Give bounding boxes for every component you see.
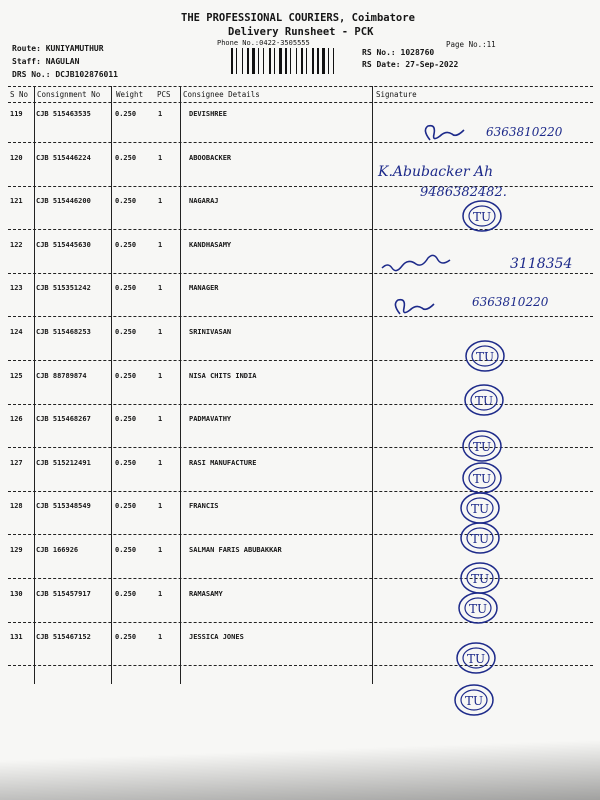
- row-pcs: 1: [158, 372, 163, 380]
- row-consignee: FRANCIS: [189, 502, 219, 510]
- handwritten-name: K.Abubacker Ah: [378, 164, 494, 180]
- rs-date: RS Date: 27-Sep-2022: [362, 60, 459, 69]
- column-header-pcs: PCS: [157, 90, 171, 99]
- barcode-image: [230, 48, 354, 74]
- row-consignment-no: CJB 166926: [36, 546, 79, 554]
- column-header-consignment: Consignment No: [37, 90, 101, 99]
- row-consignee: ABOOBACKER: [189, 154, 232, 162]
- row-consignment-no: CJB 515446200: [36, 197, 91, 205]
- row-consignee: SALMAN FARIS ABUBAKKAR: [189, 546, 282, 554]
- svg-text:TU: TU: [476, 350, 495, 364]
- row-consignment-no: CJB 515445630: [36, 241, 91, 249]
- row-sno: 122: [10, 241, 23, 249]
- row-pcs: 1: [158, 459, 163, 467]
- row-pcs: 1: [158, 546, 163, 554]
- column-header-weight: Weight: [116, 90, 144, 99]
- row-consignment-no: CJB 515348549: [36, 502, 91, 510]
- row-consignment-no: CJB 515446224: [36, 154, 91, 162]
- row-weight: 0.250: [115, 241, 137, 249]
- svg-text:TU: TU: [471, 502, 490, 516]
- row-weight: 0.250: [115, 197, 137, 205]
- row-pcs: 1: [158, 415, 163, 423]
- row-consignment-no: CJB 515468267: [36, 415, 91, 423]
- row-sno: 120: [10, 154, 23, 162]
- column-header-signature: Signature: [376, 90, 417, 99]
- row-consignment-no: CJB 515457917: [36, 590, 91, 598]
- row-weight: 0.250: [115, 328, 137, 336]
- row-consignee: NISA CHITS INDIA: [189, 372, 257, 380]
- row-sno: 129: [10, 546, 23, 554]
- row-consignee: KANDHASAMY: [189, 241, 232, 249]
- row-consignment-no: CJB 515351242: [36, 284, 91, 292]
- column-divider: [180, 86, 181, 684]
- row-consignment-no: CJB 515467152: [36, 633, 91, 641]
- row-sno: 131: [10, 633, 23, 641]
- row-pcs: 1: [158, 328, 163, 336]
- row-consignee: RAMASAMY: [189, 590, 223, 598]
- row-pcs: 1: [158, 502, 163, 510]
- row-sno: 124: [10, 328, 23, 336]
- rs-number: RS No.: 1028760: [362, 48, 435, 57]
- row-weight: 0.250: [115, 284, 137, 292]
- column-header-consignee: Consignee Details: [183, 90, 260, 99]
- row-sno: 127: [10, 459, 23, 467]
- row-sno: 128: [10, 502, 23, 510]
- column-header-sno: S No: [10, 90, 29, 99]
- handwritten-phone: 6363810220: [472, 295, 549, 309]
- column-divider: [34, 86, 35, 684]
- route: Route: KUNIYAMUTHUR: [12, 44, 104, 53]
- signature-area: [360, 100, 600, 740]
- tu-stamp-icon: [463, 431, 501, 461]
- svg-text:TU: TU: [471, 572, 490, 586]
- row-consignee: JESSICA JONES: [189, 633, 244, 641]
- row-pcs: 1: [158, 110, 163, 118]
- tu-stamp-icon: [457, 643, 495, 673]
- table-top-rule: [8, 86, 593, 87]
- row-weight: 0.250: [115, 633, 137, 641]
- row-pcs: 1: [158, 197, 163, 205]
- row-sno: 125: [10, 372, 23, 380]
- row-sno: 130: [10, 590, 23, 598]
- row-weight: 0.250: [115, 110, 137, 118]
- handwritten-phone: 3118354: [510, 256, 573, 272]
- row-weight: 0.250: [115, 546, 137, 554]
- row-pcs: 1: [158, 154, 163, 162]
- row-pcs: 1: [158, 284, 163, 292]
- handwritten-signature: [395, 300, 434, 314]
- row-consignee: RASI MANUFACTURE: [189, 459, 257, 467]
- row-consignment-no: CJB 515212491: [36, 459, 91, 467]
- row-consignee: NAGARAJ: [189, 197, 219, 205]
- tu-stamp-icon: [461, 523, 499, 553]
- tu-stamp-icon: [463, 201, 501, 231]
- tu-stamp-icon: [463, 463, 501, 493]
- page-number: Page No.:11: [446, 40, 496, 49]
- tu-stamp-icon: [455, 685, 493, 715]
- row-consignee: MANAGER: [189, 284, 219, 292]
- row-weight: 0.250: [115, 590, 137, 598]
- handwritten-phone: 6363810220: [486, 125, 563, 139]
- row-weight: 0.250: [115, 459, 137, 467]
- tu-stamp-icon: [466, 341, 504, 371]
- row-sno: 119: [10, 110, 23, 118]
- staff: Staff: NAGULAN: [12, 57, 80, 66]
- company-name: THE PROFESSIONAL COURIERS, Coimbatore: [181, 12, 415, 24]
- column-divider: [111, 86, 112, 684]
- svg-text:TU: TU: [473, 472, 492, 486]
- document-title: Delivery Runsheet - PCK: [228, 26, 374, 38]
- tu-stamp-icon: [459, 593, 497, 623]
- page-shadow: [0, 720, 600, 800]
- tu-stamp-icon: [465, 385, 503, 415]
- row-weight: 0.250: [115, 502, 137, 510]
- row-pcs: 1: [158, 633, 163, 641]
- row-consignee: PADMAVATHY: [189, 415, 232, 423]
- row-sno: 126: [10, 415, 23, 423]
- svg-text:TU: TU: [465, 694, 484, 708]
- svg-text:TU: TU: [473, 440, 492, 454]
- row-pcs: 1: [158, 241, 163, 249]
- svg-text:TU: TU: [475, 394, 494, 408]
- handwritten-phone: 9486382482.: [420, 185, 507, 200]
- svg-text:TU: TU: [467, 652, 486, 666]
- row-weight: 0.250: [115, 154, 137, 162]
- handwritten-signature: [425, 126, 464, 140]
- row-weight: 0.250: [115, 415, 137, 423]
- phone-number: Phone No.:0422-3505555: [217, 39, 310, 47]
- row-sno: 123: [10, 284, 23, 292]
- row-pcs: 1: [158, 590, 163, 598]
- tu-stamp-icon: [461, 493, 499, 523]
- handwritten-signature: [382, 255, 450, 270]
- row-consignment-no: CJB 515468253: [36, 328, 91, 336]
- row-consignment-no: CJB 88789874: [36, 372, 87, 380]
- row-consignee: SRINIVASAN: [189, 328, 232, 336]
- svg-text:TU: TU: [471, 532, 490, 546]
- row-consignment-no: CJB 515463535: [36, 110, 91, 118]
- svg-text:TU: TU: [469, 602, 488, 616]
- row-sno: 121: [10, 197, 23, 205]
- tu-stamp-icon: [461, 563, 499, 593]
- drs-number: DRS No.: DCJB102876011: [12, 70, 118, 79]
- svg-text:TU: TU: [473, 210, 492, 224]
- row-weight: 0.250: [115, 372, 137, 380]
- row-consignee: DEVISHREE: [189, 110, 227, 118]
